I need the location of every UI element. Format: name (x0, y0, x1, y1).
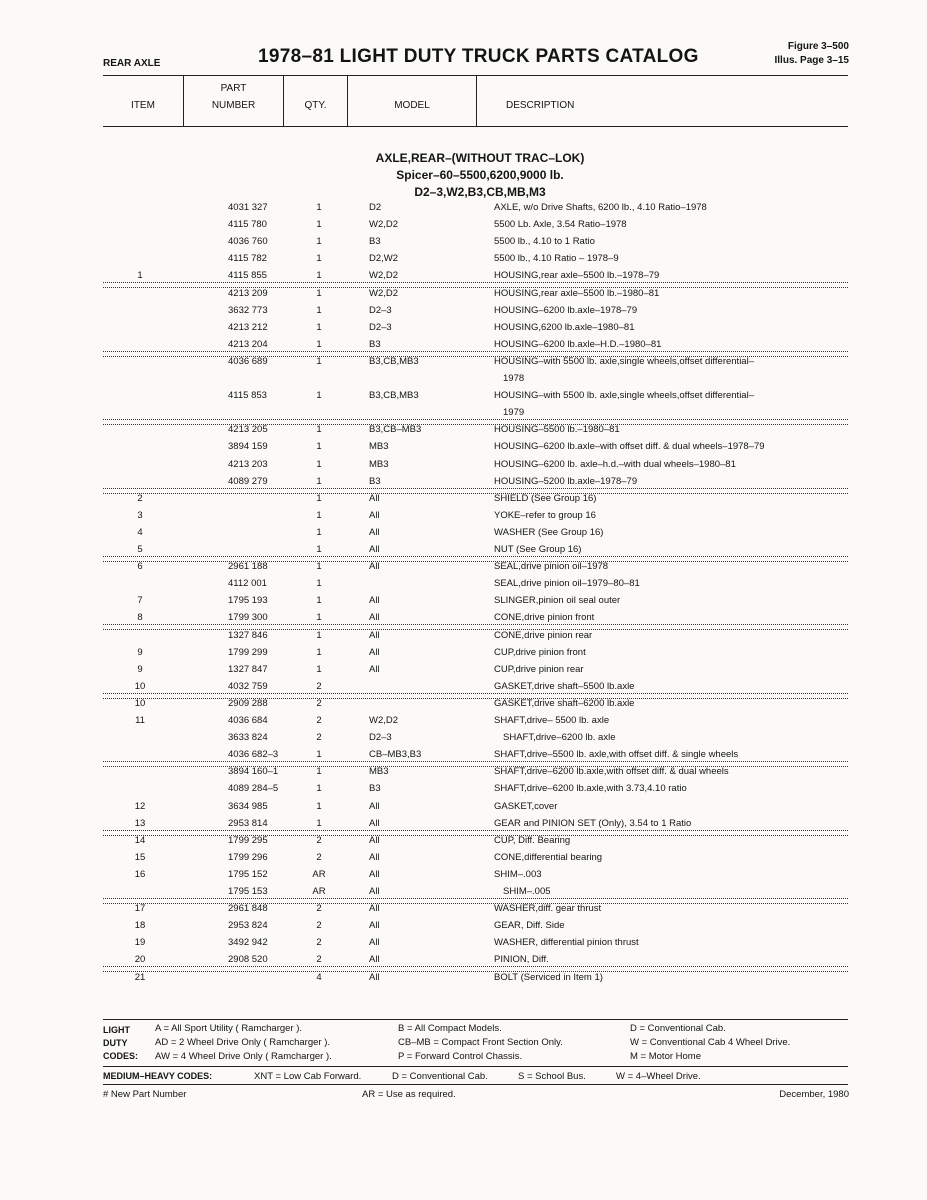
model-cell: B3 (369, 338, 381, 350)
model-cell: All (369, 886, 380, 897)
item-cell: 13 (134, 817, 146, 829)
description-cell: SHIM–.005 (503, 886, 551, 897)
model-cell: All (369, 937, 380, 949)
table-row (0, 236, 927, 253)
table-row (0, 920, 927, 937)
part-number-cell: 1327 846 (228, 629, 268, 641)
table-row (0, 510, 927, 527)
part-number-cell: 1799 300 (228, 612, 268, 624)
codes-mid-rule (103, 1066, 848, 1067)
qty-cell: 1 (316, 629, 322, 641)
qty-cell: 1 (316, 509, 322, 521)
qty-cell: AR (312, 868, 326, 880)
part-number-cell: 2909 288 (228, 697, 268, 709)
description-cell: 1979 (503, 407, 525, 419)
item-cell: 10 (134, 680, 146, 692)
table-row (0, 561, 927, 578)
part-number-cell: 4213 212 (228, 321, 268, 333)
part-number-cell: 3634 985 (228, 800, 268, 812)
model-cell: All (369, 595, 380, 607)
description-cell: HOUSING–6200 lb.axle–H.D.–1980–81 (494, 338, 662, 350)
codes-bottom-rule (103, 1084, 848, 1085)
part-number-cell: 4036 760 (228, 236, 268, 248)
part-number-cell: 4089 284–5 (228, 783, 279, 795)
table-row (0, 373, 927, 390)
item-cell: 4 (137, 526, 143, 538)
table-row (0, 903, 927, 920)
model-cell: W2,D2 (369, 715, 399, 726)
description-cell: HOUSING–with 5500 lb. axle,single wheels,offset differential– (494, 390, 754, 402)
qty-cell: 2 (316, 732, 322, 744)
description-cell: HOUSING–6200 lb. axle–h.d.–with dual wheels–1980–81 (494, 458, 736, 470)
header-bottom-rule (103, 126, 848, 127)
part-number-cell: 2961 848 (228, 903, 268, 915)
item-cell: 16 (134, 868, 146, 880)
qty-cell: 1 (316, 766, 322, 778)
model-cell: All (369, 817, 380, 829)
table-row (0, 459, 927, 476)
table-row (0, 578, 927, 595)
code-entry: D = Conventional Cab. (392, 1071, 488, 1082)
description-cell: HOUSING,6200 lb.axle–1980–81 (494, 321, 635, 333)
light-label-line: DUTY (103, 1038, 128, 1048)
part-number-cell: 4115 782 (228, 253, 267, 265)
item-cell: 9 (137, 663, 143, 675)
model-cell: All (369, 561, 380, 573)
description-cell: SHAFT,drive–6200 lb.axle,with 3.73,4.10 ratio (494, 783, 687, 795)
table-row (0, 441, 927, 458)
table-row (0, 715, 927, 732)
part-number-cell: 2908 520 (228, 954, 268, 966)
part-number-cell: 3633 824 (228, 732, 268, 744)
description-cell: HOUSING–6200 lb.axle–with offset diff. & dual wheels–1978–79 (494, 441, 765, 453)
qty-cell: 1 (316, 749, 322, 761)
model-cell: B3,CB,MB3 (369, 355, 419, 367)
model-cell: All (369, 612, 380, 624)
codes-column-2 (398, 1022, 563, 1064)
model-cell: D2–3 (369, 732, 392, 744)
description-cell: CONE,drive pinion rear (494, 629, 593, 641)
model-cell: B3 (369, 783, 381, 795)
description-cell: CUP, Diff. Bearing (494, 834, 571, 846)
model-cell: All (369, 834, 380, 846)
model-cell: D2–3 (369, 321, 392, 333)
table-row (0, 527, 927, 544)
item-cell: 5 (137, 544, 143, 555)
model-cell: D2 (369, 202, 382, 213)
item-cell: 17 (134, 903, 146, 915)
column-header-item: ITEM (131, 100, 155, 111)
codes-column-1 (155, 1022, 332, 1064)
description-cell: NUT (See Group 16) (494, 544, 582, 555)
part-number-cell: 3894 160–1 (228, 766, 279, 778)
description-cell: WASHER,diff. gear thrust (494, 903, 602, 915)
part-number-cell: 3492 942 (228, 937, 268, 949)
new-part-note: # New Part Number (103, 1089, 187, 1100)
item-cell: 19 (134, 937, 146, 949)
figure-number: Figure 3–500 (787, 41, 849, 52)
model-cell: B3,CB,MB3 (369, 390, 419, 402)
qty-cell: 1 (316, 544, 322, 555)
description-cell: SLINGER,pinion oil seal outer (494, 595, 621, 607)
description-cell: GEAR and PINION SET (Only), 3.54 to 1 Ratio (494, 817, 692, 829)
model-cell: MB3 (369, 458, 389, 470)
description-cell: SHIM–.003 (494, 868, 542, 880)
table-row (0, 972, 927, 989)
description-cell: SHAFT,drive–6200 lb.axle,with offset diff. & dual wheels (494, 766, 729, 778)
item-cell: 6 (137, 561, 143, 573)
table-row (0, 783, 927, 800)
qty-cell: 1 (316, 270, 322, 282)
part-number-cell: 2953 824 (228, 920, 268, 932)
description-cell: CUP,drive pinion rear (494, 663, 584, 675)
part-number-cell: 1327 847 (228, 663, 268, 675)
item-cell: 21 (134, 971, 146, 983)
table-row (0, 869, 927, 886)
assembly-heading (300, 150, 660, 201)
table-row (0, 493, 927, 510)
code-entry: XNT = Low Cab Forward. (254, 1071, 362, 1082)
table-row (0, 288, 927, 305)
column-header-description: DESCRIPTION (506, 100, 575, 111)
medium-heavy-codes-label: MEDIUM–HEAVY CODES: (103, 1071, 213, 1081)
table-row (0, 219, 927, 236)
description-cell: HOUSING–with 5500 lb. axle,single wheels,offset differential– (494, 355, 754, 367)
qty-cell: 1 (316, 595, 322, 607)
part-number-cell: 4031 327 (228, 202, 268, 213)
part-number-cell: 4112 001 (228, 578, 267, 590)
model-cell: MB3 (369, 766, 389, 778)
code-entry: P = Forward Control Chassis. (398, 1051, 523, 1062)
description-cell: WASHER (See Group 16) (494, 526, 604, 538)
item-cell: 3 (137, 509, 143, 521)
qty-cell: 2 (316, 920, 322, 932)
table-row (0, 595, 927, 612)
qty-cell: 1 (316, 441, 322, 453)
model-cell: B3,CB–MB3 (369, 424, 422, 436)
description-cell: SHAFT,drive– 5500 lb. axle (494, 715, 610, 726)
page-title: 1978–81 LIGHT DUTY TRUCK PARTS CATALOG (258, 46, 699, 67)
description-cell: 5500 Lb. Axle, 3.54 Ratio–1978 (494, 219, 627, 231)
qty-cell: 1 (316, 202, 322, 213)
illustration-page: Illus. Page 3–15 (774, 55, 849, 66)
model-cell: All (369, 868, 380, 880)
qty-cell: 2 (316, 903, 322, 915)
model-cell: D2,W2 (369, 253, 399, 265)
publication-date: December, 1980 (779, 1089, 849, 1100)
qty-cell: 1 (316, 390, 322, 402)
section-label: REAR AXLE (103, 58, 161, 69)
part-number-cell: 4036 684 (228, 715, 268, 726)
description-cell: CONE,drive pinion front (494, 612, 595, 624)
description-cell: YOKE–refer to group 16 (494, 509, 596, 521)
description-cell: GASKET,cover (494, 800, 558, 812)
column-header-qty: QTY. (304, 100, 327, 111)
qty-cell: 2 (316, 680, 322, 692)
model-cell: D2–3 (369, 304, 392, 316)
column-header-number: NUMBER (211, 100, 256, 111)
part-number-cell: 4032 759 (228, 680, 268, 692)
column-header-part: PART (220, 83, 247, 94)
assembly-subtitle: Spicer–60–5500,6200,9000 lb. (396, 168, 564, 182)
qty-cell: 1 (316, 287, 322, 299)
part-number-cell: 2953 814 (228, 817, 268, 829)
qty-cell: 2 (316, 954, 322, 966)
table-row (0, 390, 927, 407)
part-number-cell: 3632 773 (228, 304, 268, 316)
part-number-cell: 1799 295 (228, 834, 268, 846)
qty-cell: 1 (316, 424, 322, 436)
description-cell: BOLT (Serviced in Item 1) (494, 971, 603, 983)
part-number-cell: 4036 689 (228, 355, 268, 367)
code-entry: S = School Bus. (518, 1071, 586, 1082)
part-number-cell: 1795 152 (228, 868, 268, 880)
model-cell: All (369, 920, 380, 932)
table-row (0, 305, 927, 322)
item-cell: 9 (137, 646, 143, 658)
table-row (0, 356, 927, 373)
assembly-models: D2–3,W2,B3,CB,MB,M3 (414, 185, 546, 199)
qty-cell: 1 (316, 612, 322, 624)
description-cell: SEAL,drive pinion oil–1979–80–81 (494, 578, 640, 590)
item-cell: 15 (134, 851, 146, 863)
description-cell: PINION, Diff. (494, 954, 549, 966)
model-cell: All (369, 663, 380, 675)
model-cell: W2,D2 (369, 287, 399, 299)
qty-cell: 2 (316, 715, 322, 726)
qty-cell: 1 (316, 219, 322, 231)
part-number-cell: 4213 209 (228, 287, 268, 299)
item-cell: 7 (137, 595, 143, 607)
part-number-cell: 4115 780 (228, 219, 267, 231)
qty-cell: 1 (316, 355, 322, 367)
qty-cell: 1 (316, 817, 322, 829)
code-entry: A = All Sport Utility ( Ramcharger ). (155, 1023, 303, 1034)
light-duty-codes-label (103, 1024, 138, 1063)
description-cell: SEAL,drive pinion oil–1978 (494, 561, 609, 573)
qty-cell: 2 (316, 834, 322, 846)
table-row (0, 852, 927, 869)
qty-cell: 1 (316, 304, 322, 316)
code-entry: W = 4–Wheel Drive. (616, 1071, 701, 1082)
code-entry: D = Conventional Cab. (630, 1023, 726, 1034)
part-number-cell: 4089 279 (228, 475, 268, 487)
light-label-line: CODES: (103, 1051, 139, 1061)
item-cell: 11 (135, 715, 145, 726)
figure-reference (775, 40, 850, 68)
qty-cell: 1 (316, 321, 322, 333)
code-entry: B = All Compact Models. (398, 1023, 502, 1034)
qty-cell: 1 (316, 561, 322, 573)
table-row (0, 202, 927, 219)
table-row (0, 801, 927, 818)
qty-cell: 1 (316, 783, 322, 795)
qty-cell: AR (312, 886, 326, 897)
qty-cell: 2 (316, 851, 322, 863)
description-cell: 1978 (503, 373, 525, 384)
description-cell: CONE,differential bearing (494, 851, 603, 863)
description-cell: HOUSING,rear axle–5500 lb.–1980–81 (494, 287, 660, 299)
table-row (0, 732, 927, 749)
part-number-cell: 4115 853 (228, 390, 267, 402)
table-row (0, 253, 927, 270)
qty-cell: 1 (316, 236, 322, 248)
table-row (0, 698, 927, 715)
description-cell: 5500 lb., 4.10 Ratio – 1978–9 (494, 253, 619, 265)
model-cell: B3 (369, 236, 381, 248)
qty-cell: 1 (316, 663, 322, 675)
table-row (0, 647, 927, 664)
table-row (0, 424, 927, 441)
part-number-cell: 1795 193 (228, 595, 268, 607)
table-row (0, 664, 927, 681)
codes-top-rule (103, 1019, 848, 1020)
model-cell: All (369, 492, 380, 504)
description-cell: GASKET,drive shaft–6200 lb.axle (494, 697, 635, 709)
qty-cell: 1 (316, 646, 322, 658)
part-number-cell: 4115 855 (228, 270, 267, 282)
qty-cell: 2 (316, 937, 322, 949)
part-number-cell: 2961 188 (228, 561, 268, 573)
codes-column-3 (630, 1022, 790, 1064)
model-cell: W2,D2 (369, 219, 399, 231)
qty-cell: 1 (316, 475, 322, 487)
part-number-cell: 4213 204 (228, 338, 268, 350)
part-number-cell: 4213 203 (228, 458, 268, 470)
description-cell: SHIELD (See Group 16) (494, 492, 597, 504)
qty-cell: 1 (316, 492, 322, 504)
item-cell: 8 (137, 612, 143, 624)
item-cell: 10 (134, 697, 146, 709)
description-cell: 5500 lb., 4.10 to 1 Ratio (494, 236, 595, 248)
description-cell: AXLE, w/o Drive Shafts, 6200 lb., 4.10 Ratio–1978 (494, 202, 707, 213)
code-entry: CB–MB = Compact Front Section Only. (398, 1037, 563, 1048)
part-number-cell: 1795 153 (228, 886, 268, 897)
qty-cell: 1 (316, 578, 322, 590)
column-header-model: MODEL (394, 100, 430, 111)
model-cell: All (369, 509, 380, 521)
qty-cell: 1 (316, 526, 322, 538)
part-number-cell: 1799 296 (228, 851, 268, 863)
item-cell: 20 (134, 954, 146, 966)
qty-cell: 2 (316, 697, 322, 709)
qty-cell: 1 (316, 338, 322, 350)
code-entry: AW = 4 Wheel Drive Only ( Ramcharger ). (155, 1051, 332, 1062)
description-cell: HOUSING–5500 lb.–1980–81 (494, 424, 620, 436)
table-row (0, 835, 927, 852)
item-cell: 2 (137, 492, 143, 504)
qty-cell: 1 (316, 800, 322, 812)
table-row (0, 322, 927, 339)
code-entry: M = Motor Home (630, 1051, 702, 1062)
description-cell: HOUSING,rear axle–5500 lb.–1978–79 (494, 270, 660, 282)
code-entry: AD = 2 Wheel Drive Only ( Ramcharger ). (155, 1037, 331, 1048)
model-cell: CB–MB3,B3 (369, 749, 422, 761)
description-cell: HOUSING–6200 lb.axle–1978–79 (494, 304, 638, 316)
model-cell: All (369, 851, 380, 863)
code-entry: W = Conventional Cab 4 Wheel Drive. (630, 1037, 791, 1048)
qty-cell: 1 (316, 458, 322, 470)
part-number-cell: 4036 682–3 (228, 749, 279, 761)
item-cell: 1 (137, 270, 143, 282)
model-cell: All (369, 646, 380, 658)
table-row (0, 630, 927, 647)
part-number-cell: 3894 159 (228, 441, 268, 453)
table-row (0, 766, 927, 783)
model-cell: All (369, 800, 380, 812)
description-cell: HOUSING–5200 lb.axle–1978–79 (494, 475, 638, 487)
model-cell: W2,D2 (369, 270, 399, 282)
model-cell: All (369, 954, 380, 966)
model-cell: All (369, 903, 380, 915)
model-cell: MB3 (369, 441, 389, 453)
description-cell: CUP,drive pinion front (494, 646, 586, 658)
item-cell: 12 (134, 800, 146, 812)
table-row (0, 937, 927, 954)
light-label-line: LIGHT (103, 1025, 130, 1035)
model-cell: All (369, 544, 380, 555)
item-cell: 18 (134, 920, 146, 932)
description-cell: SHAFT,drive–5500 lb. axle,with offset diff. & single wheels (494, 749, 739, 761)
qty-cell: 1 (316, 253, 322, 265)
part-number-cell: 1799 299 (228, 646, 268, 658)
item-cell: 14 (134, 834, 146, 846)
column-divider (476, 76, 477, 126)
description-cell: WASHER, differential pinion thrust (494, 937, 639, 949)
model-cell: All (369, 629, 380, 641)
model-cell: All (369, 526, 380, 538)
assembly-title: AXLE,REAR–(WITHOUT TRAC–LOK) (375, 151, 585, 165)
description-cell: SHAFT,drive–6200 lb. axle (503, 732, 616, 744)
qty-cell: 4 (316, 971, 322, 983)
description-cell: GEAR, Diff. Side (494, 920, 565, 932)
part-number-cell: 4213 205 (228, 424, 268, 436)
ar-note: AR = Use as required. (362, 1089, 456, 1100)
model-cell: All (369, 971, 380, 983)
model-cell: B3 (369, 475, 381, 487)
description-cell: GASKET,drive shaft–5500 lb.axle (494, 680, 635, 692)
